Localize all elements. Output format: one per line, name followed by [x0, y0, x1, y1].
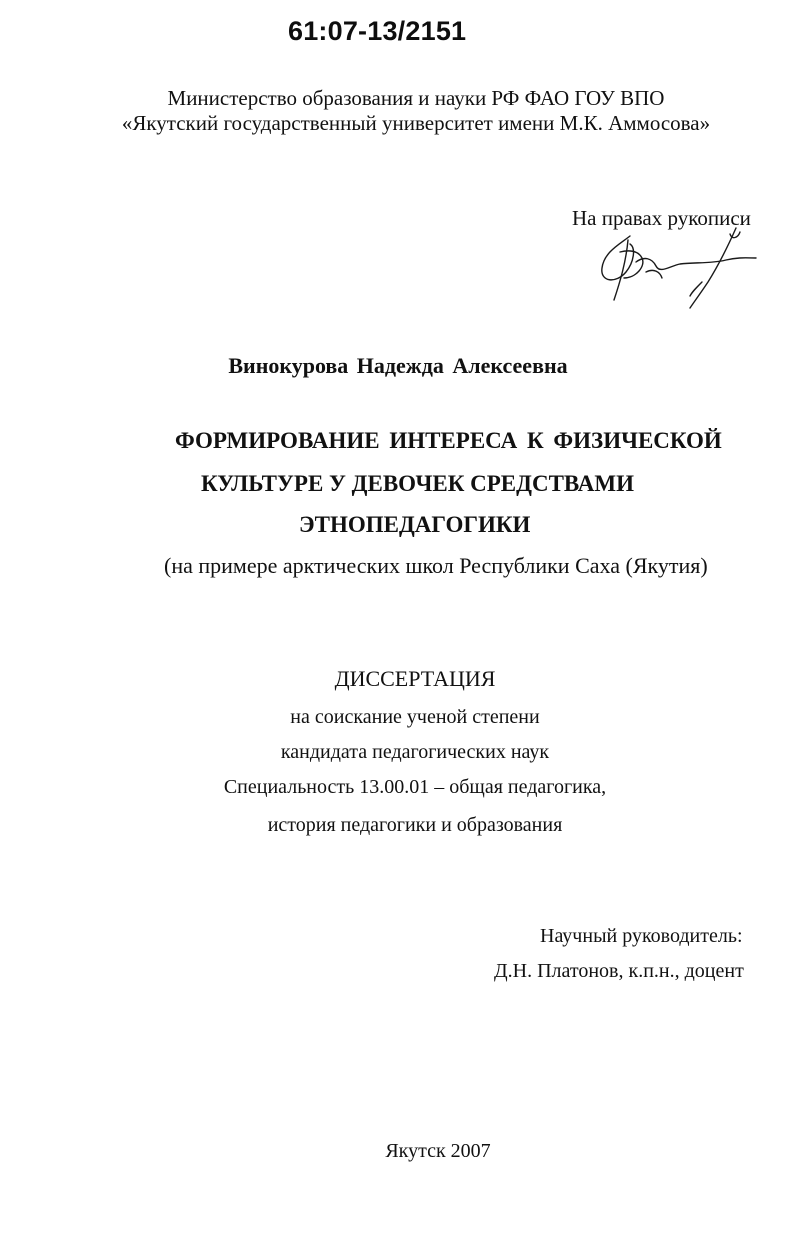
- specialty-line-2: история педагогики и образования: [267, 814, 563, 836]
- degree-line-2: кандидата педагогических наук: [280, 741, 550, 763]
- degree-line-1: на соискание ученой степени: [290, 706, 540, 728]
- supervisor-name: Д.Н. Платонов, к.п.н., доцент: [494, 960, 744, 982]
- title-subtitle: (на примере арктических школ Республики Саха (Якутия): [164, 553, 708, 578]
- university-line: «Якутский государственный университет имени М.К. Аммосова»: [121, 111, 711, 135]
- handwritten-signature: [590, 222, 760, 312]
- author-name: Винокурова Надежда Алексеевна: [228, 353, 568, 378]
- title-line-2: КУЛЬТУРЕ У ДЕВОЧЕК СРЕДСТВАМИ: [201, 471, 635, 496]
- place-year: Якутск 2007: [385, 1140, 491, 1162]
- rights-note: На правах рукописи: [572, 206, 751, 230]
- catalog-number: 61:07-13/2151: [288, 16, 467, 46]
- title-line-3: ЭТНОПЕДАГОГИКИ: [299, 512, 531, 537]
- title-line-1: ФОРМИРОВАНИЕ ИНТЕРЕСА К ФИЗИЧЕСКОЙ: [175, 428, 722, 453]
- specialty-line: Специальность 13.00.01 – общая педагогика,: [223, 776, 607, 798]
- ministry-line: Министерство образования и науки РФ ФАО ГОУ ВПО: [167, 86, 665, 110]
- dissertation-heading: ДИССЕРТАЦИЯ: [334, 666, 496, 691]
- supervisor-label: Научный руководитель:: [540, 925, 743, 947]
